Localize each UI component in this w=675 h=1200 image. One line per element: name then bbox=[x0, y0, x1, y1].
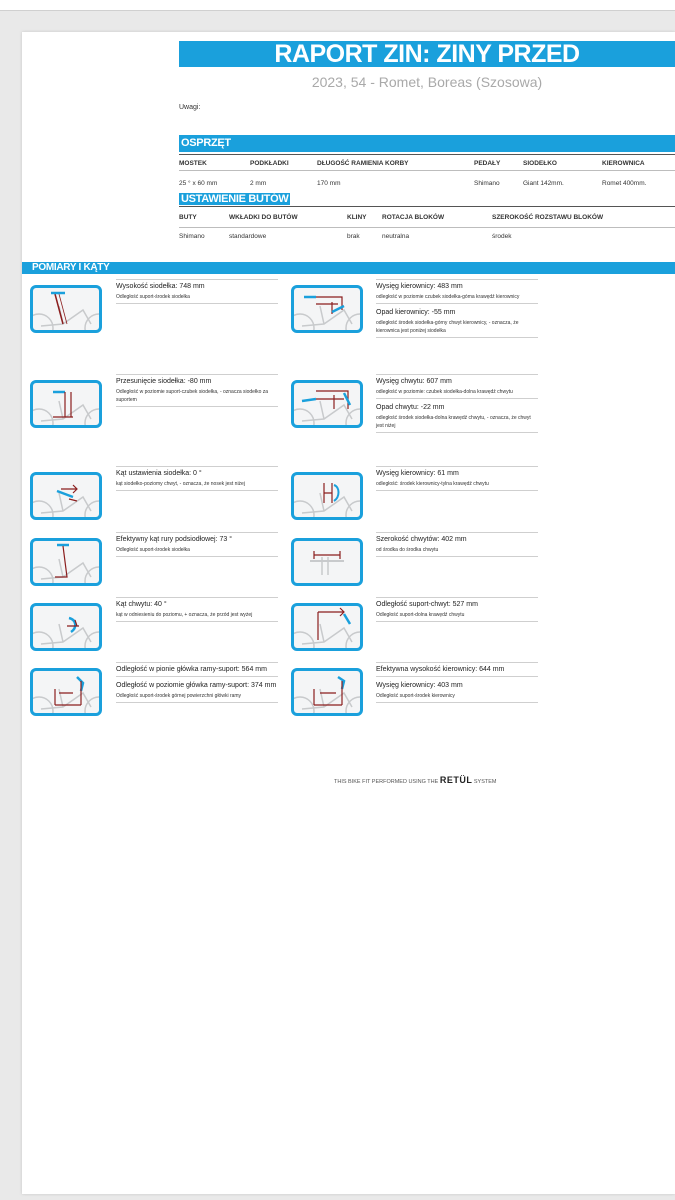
measurement-rule bbox=[116, 556, 278, 557]
equipment-value: Shimano bbox=[474, 180, 500, 187]
bb-to-grip-icon bbox=[291, 603, 363, 651]
measurement-title: Wysięg chwytu: 607 mm bbox=[376, 378, 452, 385]
measurement-top-rule bbox=[116, 279, 278, 280]
bar-to-grip-icon bbox=[291, 472, 363, 520]
measurement-block bbox=[116, 377, 278, 407]
measurement-description: odległość: środek kierownicy-tylna krawędź chwytu bbox=[376, 481, 489, 487]
equipment-heading: OSPRZĘT bbox=[179, 135, 675, 152]
saddle-height-icon bbox=[30, 285, 102, 333]
measurement-top-rule bbox=[376, 374, 538, 375]
measurement-description: Odległość suport-środek siodełka bbox=[116, 294, 190, 300]
measurement-top-rule bbox=[376, 466, 538, 467]
measurement-rule bbox=[376, 398, 538, 399]
hood-angle-icon bbox=[30, 603, 102, 651]
measurement-rule bbox=[376, 432, 538, 433]
measurement-title: Odległość w pionie główka ramy-suport: 564 mm bbox=[116, 666, 267, 673]
shoes-value: środek bbox=[492, 233, 512, 240]
shoes-col-header: ROTACJA BLOKÓW bbox=[382, 214, 445, 221]
measurement-title: Odległość w poziomie główka ramy-suport: 374 mm bbox=[116, 682, 277, 689]
measurement-description: Odległość suport-dolna krawędź chwytu bbox=[376, 612, 465, 618]
measurement-block bbox=[376, 377, 538, 433]
measurement-title: Efektywny kąt rury podsiodłowej: 73 ° bbox=[116, 536, 233, 543]
measurement-description: kąt siodełko-poziomy chwyt, - oznacza, że nosek jest niżej bbox=[116, 481, 245, 487]
measurement-rule bbox=[116, 303, 278, 304]
equipment-col-header: PODKŁADKI bbox=[250, 160, 289, 167]
equipment-value: 170 mm bbox=[317, 180, 341, 187]
measurement-top-rule bbox=[376, 597, 538, 598]
measurement-description: odległość w poziomie: czubek siodełka-dolna krawędź chwytu bbox=[376, 389, 513, 395]
measurements-bar bbox=[22, 262, 675, 274]
retul-footer bbox=[334, 775, 497, 785]
footer-suffix: SYSTEM bbox=[473, 779, 497, 785]
measurement-title: Wysięg kierownicy: 403 mm bbox=[376, 682, 463, 689]
shoes-header-rule bbox=[179, 227, 675, 228]
shoes-col-header: BUTY bbox=[179, 214, 197, 221]
measurement-top-rule bbox=[376, 662, 538, 663]
measurement-rule bbox=[116, 676, 278, 677]
equipment-header-rule bbox=[179, 170, 675, 171]
measurement-top-rule bbox=[116, 466, 278, 467]
grip-width-icon bbox=[291, 538, 363, 586]
saddle-angle-icon bbox=[30, 472, 102, 520]
measurement-title: Szerokość chwytów: 402 mm bbox=[376, 536, 467, 543]
measurement-title: Opad kierownicy: -55 mm bbox=[376, 309, 456, 316]
measurement-title: Wysięg kierownicy: 61 mm bbox=[376, 470, 459, 477]
measurement-top-rule bbox=[376, 279, 538, 280]
shoes-value: Shimano bbox=[179, 233, 205, 240]
measurement-title: Kąt ustawienia siodełka: 0 ° bbox=[116, 470, 202, 477]
measurement-block bbox=[116, 665, 278, 703]
footer-prefix: THIS BIKE FIT PERFORMED USING THE bbox=[334, 779, 439, 785]
report-page bbox=[22, 32, 675, 1194]
equipment-value: 2 mm bbox=[250, 180, 267, 187]
seat-tube-angle-icon bbox=[30, 538, 102, 586]
retul-logo: RETÜL bbox=[439, 775, 473, 785]
measurement-title: Odległość suport-chwyt: 527 mm bbox=[376, 601, 478, 608]
measurement-rule bbox=[376, 490, 538, 491]
report-subtitle: 2023, 54 - Romet, Boreas (Szosowa) bbox=[311, 74, 543, 90]
handlebar-reach-icon bbox=[291, 285, 363, 333]
notes-label: Uwagi: bbox=[179, 104, 201, 111]
measurement-block bbox=[116, 282, 278, 304]
measurement-rule bbox=[116, 621, 278, 622]
shoes-col-header: KLINY bbox=[347, 214, 367, 221]
measurement-rule bbox=[116, 490, 278, 491]
measurement-block bbox=[116, 600, 278, 622]
measurement-rule bbox=[376, 556, 538, 557]
report-title: RAPORT ZIN: ZINY PRZED bbox=[179, 41, 675, 67]
equipment-col-header: PEDAŁY bbox=[474, 160, 501, 167]
equipment-top-rule bbox=[179, 154, 675, 155]
measurement-rule bbox=[376, 303, 538, 304]
measurement-block bbox=[116, 469, 278, 491]
measurement-top-rule bbox=[116, 532, 278, 533]
effective-bar-height-icon bbox=[291, 668, 363, 716]
head-tube-distance-icon bbox=[30, 668, 102, 716]
saddle-setback-icon bbox=[30, 380, 102, 428]
measurement-title: Przesunięcie siodełka: -80 mm bbox=[116, 378, 212, 385]
equipment-value: Giant 142mm. bbox=[523, 180, 564, 187]
measurement-description: Odległość suport-środek górnej powierzchni główki ramy bbox=[116, 693, 242, 699]
measurement-description: odległość środek siodełka-dolna krawędź chwytu, - oznacza, że chwyt jest niżej bbox=[376, 415, 531, 429]
measurement-rule bbox=[376, 702, 538, 703]
shoes-value: neutralna bbox=[382, 233, 410, 240]
previous-page-edge bbox=[0, 0, 675, 11]
equipment-col-header: SIODEŁKO bbox=[523, 160, 557, 167]
measurement-description: Odległość suport-środek kierownicy bbox=[376, 693, 455, 699]
measurement-rule bbox=[376, 676, 538, 677]
equipment-col-header: DŁUGOŚĆ RAMIENIA KORBY bbox=[317, 160, 409, 167]
equipment-value: 25 ° x 60 mm bbox=[179, 180, 218, 187]
equipment-col-header: MOSTEK bbox=[179, 160, 207, 167]
grip-reach-icon bbox=[291, 380, 363, 428]
measurement-block bbox=[116, 535, 278, 557]
shoes-col-header: WKŁADKI DO BUTÓW bbox=[229, 214, 298, 221]
measurement-rule bbox=[116, 702, 278, 703]
measurements-heading: POMIARY I KĄTY bbox=[32, 262, 110, 273]
measurement-description: kąt w odniesieniu do poziomu, + oznacza, że przód jest wyżej bbox=[116, 612, 253, 618]
measurement-description: Odległość w poziomie suport-czubek siodełka, - oznacza siodełko za suportem bbox=[116, 389, 269, 403]
measurement-description: odległość środek siodełka-górny chwyt kierownicy, - oznacza, że kierownica jest poniżej siodełka bbox=[376, 320, 519, 334]
measurement-block bbox=[376, 282, 538, 338]
shoes-value: brak bbox=[347, 233, 360, 240]
shoes-top-rule bbox=[179, 206, 675, 207]
measurement-block bbox=[376, 535, 538, 557]
measurement-description: od środka do środka chwytu bbox=[376, 547, 439, 553]
measurement-top-rule bbox=[376, 532, 538, 533]
measurement-block bbox=[376, 600, 538, 622]
measurement-rule bbox=[116, 406, 278, 407]
measurement-block bbox=[376, 665, 538, 703]
measurement-top-rule bbox=[116, 374, 278, 375]
shoes-value: standardowe bbox=[229, 233, 267, 240]
shoe-setup-heading: USTAWIENIE BUTÓW bbox=[181, 193, 289, 205]
measurement-title: Kąt chwytu: 40 ° bbox=[116, 601, 167, 608]
measurement-description: odległość w poziomie czubek siodełka-góma krawędź kierownicy bbox=[376, 294, 520, 300]
equipment-value: Romet 400mm. bbox=[602, 180, 647, 187]
measurement-title: Efektywna wysokość kierownicy: 644 mm bbox=[376, 666, 505, 673]
measurement-block bbox=[376, 469, 538, 491]
measurement-top-rule bbox=[116, 662, 278, 663]
measurement-rule bbox=[376, 337, 538, 338]
measurement-title: Wysięg kierownicy: 483 mm bbox=[376, 283, 463, 290]
measurement-description: Odległość suport-środek siodełka bbox=[116, 547, 190, 553]
equipment-col-header: KIEROWNICA bbox=[602, 160, 645, 167]
measurement-rule bbox=[376, 621, 538, 622]
measurement-title: Wysokość siodełka: 748 mm bbox=[116, 283, 205, 290]
measurement-title: Opad chwytu: -22 mm bbox=[376, 404, 445, 411]
shoes-col-header: SZEROKOŚĆ ROZSTAWU BLOKÓW bbox=[492, 214, 604, 221]
measurement-top-rule bbox=[116, 597, 278, 598]
